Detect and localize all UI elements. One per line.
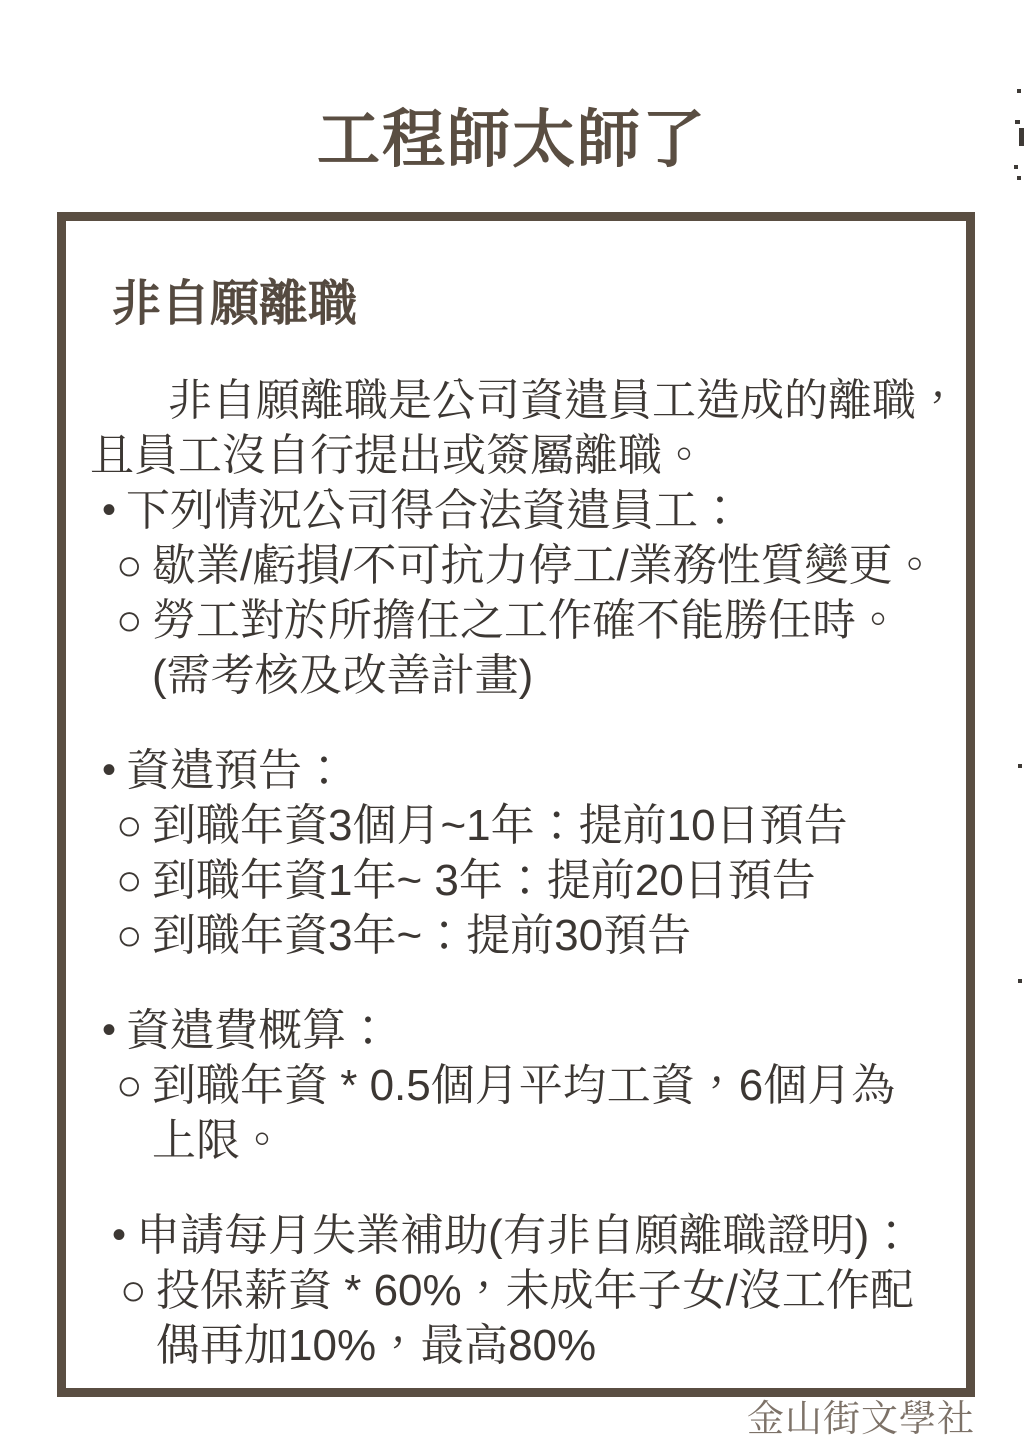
page-title: 工程師太師了 <box>317 105 707 175</box>
circle-bullet-icon: ○ <box>116 856 143 905</box>
bullet-text <box>126 483 742 538</box>
text-line: 資遣預告： <box>126 746 346 795</box>
intro-line: 非自願離職是公司資遣員工造成的離職， <box>168 376 960 425</box>
text-line: 偶再加10%，最高80% <box>156 1321 597 1370</box>
bullet-item <box>102 743 946 798</box>
circle-bullet-icon: ○ <box>116 596 143 645</box>
sub-item <box>116 538 946 593</box>
sub-item <box>120 1263 946 1373</box>
text-line: 歇業/虧損/不可抗力停工/業務性質變更。 <box>152 541 937 590</box>
bullet-text <box>136 1208 913 1263</box>
bullet-dot-icon: • <box>102 748 117 792</box>
footer-credit: 金山街文學社 <box>747 1398 975 1439</box>
info-card <box>57 212 975 1397</box>
circle-bullet-icon: ○ <box>116 801 143 850</box>
edge-artifact <box>1018 764 1022 768</box>
bullet-group <box>90 483 946 703</box>
bullet-item <box>112 1208 946 1263</box>
text-line: 下列情況公司得合法資遣員工： <box>126 486 742 535</box>
edge-artifact <box>1014 165 1018 169</box>
sub-item-text <box>156 1263 914 1373</box>
intro-line: 且員工沒自行提出或簽屬離職。 <box>90 431 706 480</box>
bullet-text <box>126 1003 390 1058</box>
text-line: 到職年資3個月~1年：提前10日預告 <box>152 801 848 850</box>
text-line: 投保薪資 * 60%，未成年子女/沒工作配 <box>156 1266 914 1315</box>
sub-item-text <box>152 538 937 593</box>
bullet-group <box>90 743 946 963</box>
sub-item-text <box>152 908 691 963</box>
text-line: 上限。 <box>152 1116 284 1165</box>
bullet-group <box>90 1208 946 1373</box>
circle-bullet-icon: ○ <box>116 1061 143 1110</box>
sub-item-text <box>152 798 848 853</box>
bullet-dot-icon: • <box>102 488 117 532</box>
intro-paragraph <box>90 373 960 483</box>
sub-item <box>116 1058 946 1168</box>
sub-item <box>116 593 946 703</box>
sub-item-text <box>152 853 816 908</box>
bullet-item <box>102 1003 946 1058</box>
text-line: (需考核及改善計畫) <box>152 651 534 700</box>
edge-artifact <box>1019 128 1024 146</box>
bullet-dot-icon: • <box>112 1213 127 1257</box>
edge-artifact <box>1018 979 1022 983</box>
text-line: 到職年資1年~ 3年：提前20日預告 <box>152 856 816 905</box>
bullet-text <box>126 743 346 798</box>
text-line: 到職年資3年~：提前30預告 <box>152 911 692 960</box>
sub-item <box>116 853 946 908</box>
circle-bullet-icon: ○ <box>120 1266 147 1315</box>
sub-item <box>116 908 946 963</box>
sub-item-text <box>152 593 900 703</box>
text-line: 到職年資 * 0.5個月平均工資，6個月為 <box>152 1061 896 1110</box>
text-line: 勞工對於所擔任之工作確不能勝任時。 <box>152 596 900 645</box>
circle-bullet-icon: ○ <box>116 541 143 590</box>
text-line: 資遣費概算： <box>126 1006 390 1055</box>
bullet-dot-icon: • <box>102 1008 117 1052</box>
bullet-item <box>102 483 946 538</box>
sub-item <box>116 798 946 853</box>
bullet-groups <box>90 483 946 1373</box>
edge-artifact <box>1015 120 1020 124</box>
bullet-group <box>90 1003 946 1168</box>
edge-artifact <box>1017 176 1021 180</box>
text-line: 申請每月失業補助(有非自願離職證明)： <box>136 1211 914 1260</box>
card-heading: 非自願離職 <box>112 277 358 331</box>
card-content <box>66 221 966 1373</box>
sub-item-text <box>152 1058 895 1168</box>
edge-artifact <box>1017 89 1021 93</box>
circle-bullet-icon: ○ <box>116 911 143 960</box>
